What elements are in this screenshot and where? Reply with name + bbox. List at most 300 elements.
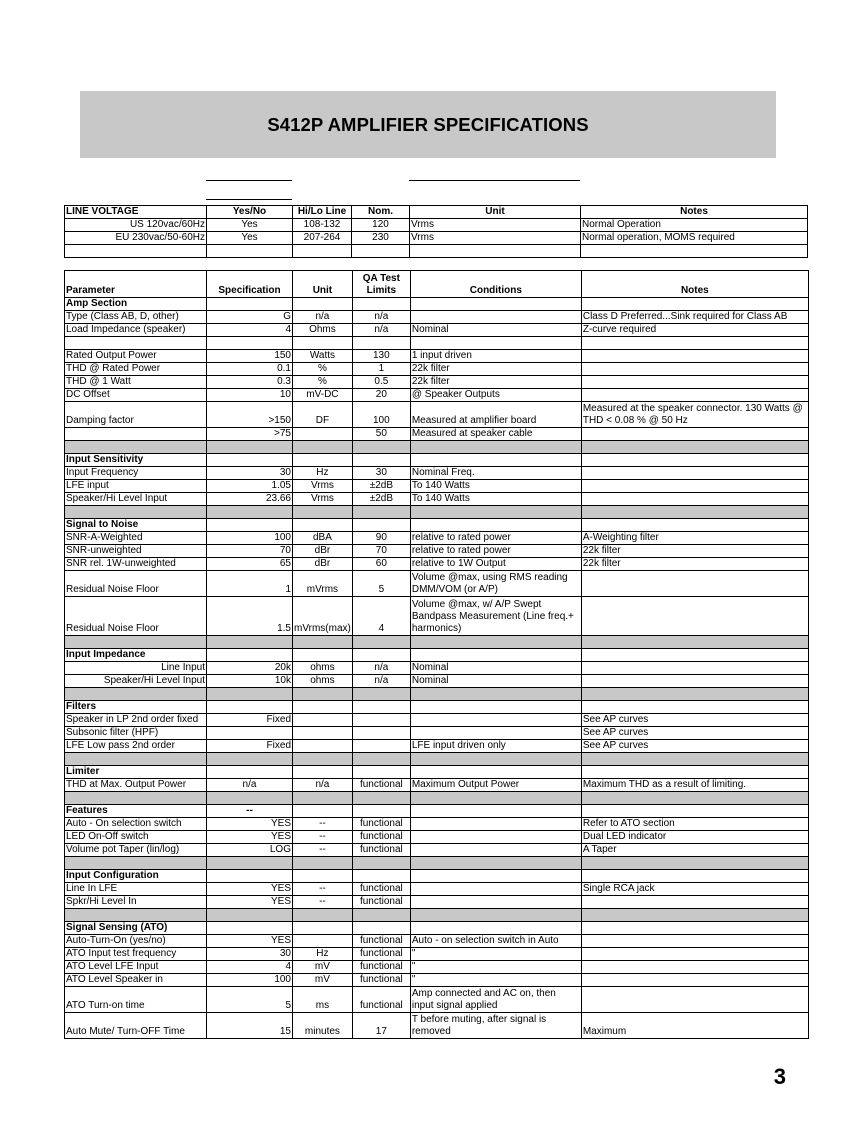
table-cell	[207, 337, 293, 350]
spec-header-row	[65, 271, 809, 298]
table-cell: mVrms	[293, 571, 353, 597]
table-cell	[293, 701, 353, 714]
table-row	[65, 714, 809, 727]
table-cell: See AP curves	[581, 714, 808, 727]
table-cell	[581, 428, 808, 441]
table-cell: 1.05	[207, 480, 293, 493]
table-cell: Nominal	[410, 324, 581, 337]
table-row	[65, 740, 809, 753]
section-title: Features	[65, 805, 207, 818]
table-cell: functional	[352, 948, 410, 961]
section-title: Limiter	[65, 766, 207, 779]
table-cell: 1 input driven	[410, 350, 581, 363]
table-cell: 5	[352, 571, 410, 597]
table-cell	[581, 935, 808, 948]
table-cell	[410, 506, 581, 519]
blank-row	[65, 245, 808, 258]
table-cell: ms	[293, 987, 353, 1013]
table-cell	[352, 454, 410, 467]
table-row	[65, 935, 809, 948]
table-cell	[293, 636, 353, 649]
table-cell	[207, 753, 293, 766]
table-cell	[410, 311, 581, 324]
table-cell: n/a	[352, 311, 410, 324]
table-cell: functional	[352, 987, 410, 1013]
table-cell	[581, 896, 808, 909]
table-cell: Rated Output Power	[65, 350, 207, 363]
table-cell	[581, 467, 808, 480]
section-header-row	[65, 519, 809, 532]
table-cell	[352, 337, 410, 350]
table-cell	[352, 870, 410, 883]
table-cell: THD @ Rated Power	[65, 363, 207, 376]
table-cell: 4	[207, 324, 293, 337]
table-cell: 4	[207, 961, 293, 974]
table-cell: Nominal Freq.	[410, 467, 581, 480]
table-cell	[581, 909, 808, 922]
table-cell: 0.3	[207, 376, 293, 389]
table-cell: minutes	[293, 1013, 353, 1039]
table-cell	[293, 714, 353, 727]
table-cell	[293, 337, 353, 350]
section-spec	[207, 766, 293, 779]
table-cell: 50	[352, 428, 410, 441]
table-cell: Measured at amplifier board	[410, 402, 581, 428]
signature-line-left-lower	[206, 199, 292, 200]
section-header-row	[65, 766, 809, 779]
table-cell	[581, 519, 808, 532]
table-cell: ATO Input test frequency	[65, 948, 207, 961]
table-cell	[581, 480, 808, 493]
table-cell: 20k	[207, 662, 293, 675]
table-cell	[293, 245, 352, 258]
table-cell	[410, 805, 581, 818]
table-cell: Refer to ATO section	[581, 818, 808, 831]
table-cell	[581, 805, 808, 818]
separator-row	[65, 753, 809, 766]
table-cell: 108-132	[293, 219, 352, 232]
table-row	[65, 232, 808, 245]
table-row	[65, 896, 809, 909]
table-cell	[293, 935, 353, 948]
table-row	[65, 467, 809, 480]
table-cell: Amp connected and AC on, then input signal applied	[410, 987, 581, 1013]
table-cell: Dual LED indicator	[581, 831, 808, 844]
table-cell: 17	[352, 1013, 410, 1039]
table-cell: 207-264	[293, 232, 352, 245]
table-cell	[207, 636, 293, 649]
table-cell	[293, 857, 353, 870]
table-cell: n/a	[293, 779, 353, 792]
table-cell: 0.1	[207, 363, 293, 376]
table-row	[65, 987, 809, 1013]
table-row	[65, 1013, 809, 1039]
table-cell: 30	[352, 467, 410, 480]
table-row	[65, 831, 809, 844]
table-cell: Input Frequency	[65, 467, 207, 480]
specifications-table	[64, 270, 809, 1039]
table-row	[65, 558, 809, 571]
blank-row	[65, 337, 809, 350]
column-header: Unit	[293, 271, 353, 298]
page-number: 3	[773, 1064, 786, 1089]
section-title: Signal Sensing (ATO)	[65, 922, 207, 935]
table-cell: 10k	[207, 675, 293, 688]
section-header-row	[65, 701, 809, 714]
table-cell	[352, 714, 410, 727]
table-row	[65, 675, 809, 688]
table-cell: Vrms	[293, 493, 353, 506]
table-cell: To 140 Watts	[410, 493, 581, 506]
table-cell: 22k filter	[410, 376, 581, 389]
table-cell	[65, 428, 207, 441]
table-cell: "	[410, 948, 581, 961]
section-spec	[207, 519, 293, 532]
table-row	[65, 480, 809, 493]
table-cell: relative to 1W Output	[410, 558, 581, 571]
table-cell	[352, 753, 410, 766]
table-cell: mV-DC	[293, 389, 353, 402]
table-cell: Volume @max, w/ A/P Swept Bandpass Measurement (Line freq.+ harmonics)	[410, 597, 581, 636]
table-cell: Speaker in LP 2nd order fixed	[65, 714, 207, 727]
section-title: Input Impedance	[65, 649, 207, 662]
table-cell	[581, 922, 808, 935]
table-cell	[581, 597, 808, 636]
table-row	[65, 818, 809, 831]
table-cell	[65, 245, 207, 258]
table-cell	[352, 298, 410, 311]
table-cell	[581, 245, 808, 258]
table-cell	[581, 792, 808, 805]
table-cell: Speaker/Hi Level Input	[65, 493, 207, 506]
section-header-row	[65, 805, 809, 818]
table-cell	[581, 987, 808, 1013]
table-row	[65, 324, 809, 337]
table-row	[65, 883, 809, 896]
column-header: LINE VOLTAGE	[65, 206, 207, 219]
table-cell	[410, 636, 581, 649]
table-cell: Measured at the speaker connector. 130 Watts @ THD < 0.08 % @ 50 Hz	[581, 402, 808, 428]
table-cell	[410, 701, 581, 714]
table-cell: functional	[352, 818, 410, 831]
table-cell: Single RCA jack	[581, 883, 808, 896]
table-cell	[581, 675, 808, 688]
table-cell: 230	[352, 232, 410, 245]
table-row	[65, 219, 808, 232]
table-cell	[410, 727, 581, 740]
table-row	[65, 428, 809, 441]
table-cell: >150	[207, 402, 293, 428]
table-cell: 65	[207, 558, 293, 571]
table-cell	[293, 870, 353, 883]
table-cell: mV	[293, 961, 353, 974]
table-cell: 100	[352, 402, 410, 428]
line-voltage-header-row	[65, 206, 808, 219]
table-cell	[65, 753, 207, 766]
table-cell	[410, 337, 581, 350]
table-cell	[581, 350, 808, 363]
table-cell: YES	[207, 935, 293, 948]
table-row	[65, 532, 809, 545]
table-cell: --	[293, 831, 353, 844]
table-cell: ohms	[293, 662, 353, 675]
table-cell: 100	[207, 974, 293, 987]
table-cell: Z-curve required	[581, 324, 808, 337]
table-cell: --	[293, 896, 353, 909]
separator-row	[65, 636, 809, 649]
table-cell	[581, 961, 808, 974]
table-cell	[207, 727, 293, 740]
table-row	[65, 948, 809, 961]
table-cell: 1	[207, 571, 293, 597]
table-cell: EU 230vac/50-60Hz	[65, 232, 207, 245]
separator-row	[65, 909, 809, 922]
table-cell: 22k filter	[581, 558, 808, 571]
table-cell: YES	[207, 818, 293, 831]
table-cell: functional	[352, 896, 410, 909]
table-cell: 20	[352, 389, 410, 402]
table-cell	[293, 766, 353, 779]
table-cell	[410, 753, 581, 766]
table-cell: 22k filter	[581, 545, 808, 558]
table-row	[65, 727, 809, 740]
table-row	[65, 389, 809, 402]
table-cell	[410, 896, 581, 909]
table-cell	[352, 740, 410, 753]
table-cell	[207, 506, 293, 519]
table-cell	[65, 506, 207, 519]
signature-line-right	[409, 180, 580, 181]
table-cell: Speaker/Hi Level Input	[65, 675, 207, 688]
table-cell	[293, 298, 353, 311]
table-cell	[293, 753, 353, 766]
table-cell	[410, 792, 581, 805]
table-cell	[65, 909, 207, 922]
section-spec	[207, 701, 293, 714]
table-row	[65, 662, 809, 675]
table-row	[65, 779, 809, 792]
table-cell	[581, 493, 808, 506]
table-row	[65, 571, 809, 597]
table-cell: ATO Level LFE Input	[65, 961, 207, 974]
table-cell: 90	[352, 532, 410, 545]
line-voltage-table	[64, 205, 808, 258]
table-row	[65, 597, 809, 636]
table-row	[65, 974, 809, 987]
table-cell: functional	[352, 961, 410, 974]
column-header: Parameter	[65, 271, 207, 298]
table-cell: Vrms	[410, 219, 581, 232]
table-cell	[207, 441, 293, 454]
table-cell: @ Speaker Outputs	[410, 389, 581, 402]
table-cell: Volume @max, using RMS reading DMM/VOM (or A/P)	[410, 571, 581, 597]
table-cell: DC Offset	[65, 389, 207, 402]
section-header-row	[65, 649, 809, 662]
table-cell	[65, 441, 207, 454]
table-cell: Fixed	[207, 714, 293, 727]
table-cell: A Taper	[581, 844, 808, 857]
table-row	[65, 350, 809, 363]
table-cell	[581, 337, 808, 350]
table-cell	[352, 701, 410, 714]
table-cell	[352, 688, 410, 701]
table-cell: Auto-Turn-On (yes/no)	[65, 935, 207, 948]
table-cell	[293, 454, 353, 467]
table-cell	[410, 298, 581, 311]
section-spec: --	[207, 805, 293, 818]
table-cell	[581, 298, 808, 311]
table-cell	[207, 792, 293, 805]
table-cell: Line Input	[65, 662, 207, 675]
section-spec	[207, 870, 293, 883]
table-cell	[410, 870, 581, 883]
table-cell: To 140 Watts	[410, 480, 581, 493]
table-cell: YES	[207, 896, 293, 909]
table-cell: T before muting, after signal is removed	[410, 1013, 581, 1039]
table-cell	[352, 649, 410, 662]
table-cell: See AP curves	[581, 727, 808, 740]
table-cell: 1.5	[207, 597, 293, 636]
table-cell	[65, 792, 207, 805]
table-cell: Normal operation, MOMS required	[581, 232, 808, 245]
table-cell	[352, 805, 410, 818]
table-cell: 70	[352, 545, 410, 558]
separator-row	[65, 506, 809, 519]
table-cell: Spkr/Hi Level In	[65, 896, 207, 909]
table-cell	[581, 636, 808, 649]
table-cell: See AP curves	[581, 740, 808, 753]
table-cell	[581, 389, 808, 402]
table-cell	[581, 948, 808, 961]
table-row	[65, 961, 809, 974]
table-cell	[207, 688, 293, 701]
column-header: Unit	[410, 206, 581, 219]
table-cell: Residual Noise Floor	[65, 571, 207, 597]
separator-row	[65, 857, 809, 870]
table-cell: LFE Low pass 2nd order	[65, 740, 207, 753]
table-cell: --	[293, 883, 353, 896]
section-spec	[207, 298, 293, 311]
table-cell	[293, 740, 353, 753]
table-cell	[581, 974, 808, 987]
separator-row	[65, 688, 809, 701]
table-cell	[65, 636, 207, 649]
table-cell: functional	[352, 935, 410, 948]
table-cell	[410, 454, 581, 467]
table-cell: 22k filter	[410, 363, 581, 376]
table-cell: US 120vac/60Hz	[65, 219, 207, 232]
table-cell	[581, 662, 808, 675]
table-cell: 70	[207, 545, 293, 558]
table-cell: functional	[352, 831, 410, 844]
table-cell	[410, 688, 581, 701]
table-cell: dBr	[293, 558, 353, 571]
table-cell: functional	[352, 974, 410, 987]
table-cell	[581, 649, 808, 662]
table-cell: Hz	[293, 467, 353, 480]
column-header: Nom.	[352, 206, 410, 219]
table-cell: Yes	[207, 232, 293, 245]
table-cell: dBA	[293, 532, 353, 545]
table-cell: 150	[207, 350, 293, 363]
table-cell: Auto - on selection switch in Auto	[410, 935, 581, 948]
title-banner	[80, 91, 776, 158]
table-cell	[352, 245, 410, 258]
table-cell: 120	[352, 219, 410, 232]
table-cell	[410, 649, 581, 662]
section-header-row	[65, 870, 809, 883]
table-cell	[410, 766, 581, 779]
table-cell: 0.5	[352, 376, 410, 389]
separator-row	[65, 441, 809, 454]
table-cell: A-Weighting filter	[581, 532, 808, 545]
table-cell	[352, 727, 410, 740]
section-header-row	[65, 454, 809, 467]
table-cell: Line In LFE	[65, 883, 207, 896]
table-cell: Nominal	[410, 662, 581, 675]
table-cell	[65, 337, 207, 350]
table-cell: 30	[207, 948, 293, 961]
section-spec	[207, 922, 293, 935]
table-cell	[293, 428, 353, 441]
column-header: Hi/Lo Line	[293, 206, 352, 219]
table-cell	[352, 519, 410, 532]
table-cell: Damping factor	[65, 402, 207, 428]
table-cell: n/a	[352, 662, 410, 675]
table-cell	[581, 363, 808, 376]
table-cell: SNR-unweighted	[65, 545, 207, 558]
table-cell: DF	[293, 402, 353, 428]
table-cell	[293, 688, 353, 701]
table-cell	[581, 701, 808, 714]
table-cell	[410, 857, 581, 870]
column-header: Yes/No	[207, 206, 293, 219]
table-cell	[293, 649, 353, 662]
table-cell: functional	[352, 844, 410, 857]
table-cell	[293, 909, 353, 922]
table-cell	[410, 909, 581, 922]
column-header: QA Test Limits	[352, 271, 410, 298]
table-cell	[410, 844, 581, 857]
table-cell: THD at Max. Output Power	[65, 779, 207, 792]
table-cell	[410, 441, 581, 454]
table-cell: Class D Preferred...Sink required for Class AB	[581, 311, 808, 324]
table-cell	[352, 857, 410, 870]
table-cell	[410, 245, 581, 258]
section-title: Signal to Noise	[65, 519, 207, 532]
table-cell	[581, 857, 808, 870]
column-header: Notes	[581, 206, 808, 219]
table-cell	[293, 727, 353, 740]
table-cell: ATO Turn-on time	[65, 987, 207, 1013]
table-cell	[581, 753, 808, 766]
table-cell: functional	[352, 883, 410, 896]
table-cell: ohms	[293, 675, 353, 688]
section-spec	[207, 454, 293, 467]
table-cell: YES	[207, 883, 293, 896]
table-cell: Maximum Output Power	[410, 779, 581, 792]
table-cell	[410, 519, 581, 532]
table-cell: Ohms	[293, 324, 353, 337]
table-cell: ±2dB	[352, 480, 410, 493]
table-cell: "	[410, 961, 581, 974]
table-cell: n/a	[293, 311, 353, 324]
table-cell	[352, 922, 410, 935]
table-cell	[352, 636, 410, 649]
table-cell	[207, 857, 293, 870]
table-cell: 10	[207, 389, 293, 402]
table-row	[65, 376, 809, 389]
